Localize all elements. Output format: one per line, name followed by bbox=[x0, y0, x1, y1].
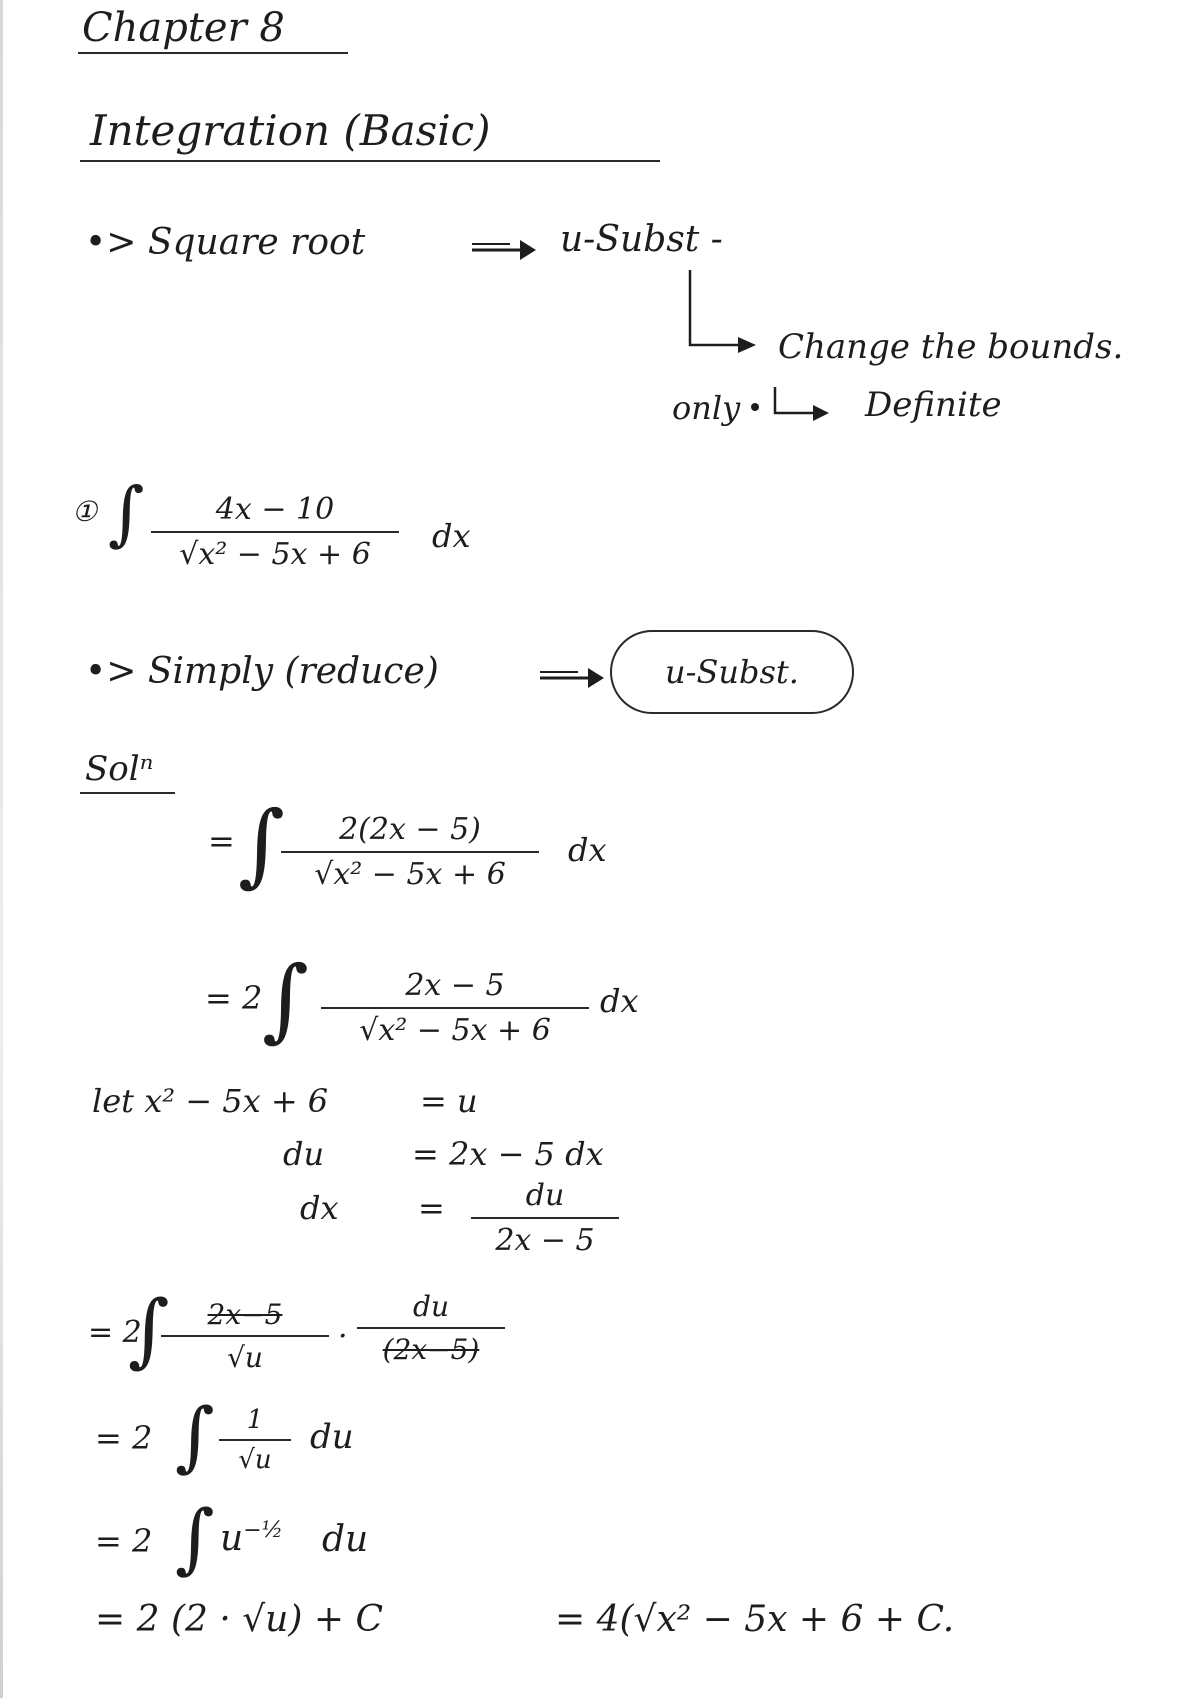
step1-integral-sign: ∫ bbox=[238, 792, 285, 897]
step1-denominator: √x² − 5x + 6 bbox=[281, 851, 539, 892]
note-definite: Definite bbox=[865, 385, 1002, 425]
step4-du: du bbox=[310, 1417, 354, 1457]
problem-numerator: 4x − 10 bbox=[215, 492, 335, 527]
step4-fraction bbox=[220, 1405, 290, 1475]
let-line3-numerator: du bbox=[525, 1178, 565, 1213]
let-line2-right: = 2x − 5 dx bbox=[412, 1135, 604, 1173]
step6-left: = 2 (2 · √u) + C bbox=[95, 1599, 383, 1640]
step3-denominator-2: (2x−5) bbox=[357, 1327, 505, 1366]
step5-body bbox=[220, 1520, 283, 1557]
cloud-label: u-Subst. bbox=[665, 653, 799, 691]
problem-fraction bbox=[150, 492, 400, 572]
step1-dx: dx bbox=[568, 831, 607, 869]
note-change-bounds: Change the bounds. bbox=[778, 327, 1124, 367]
step1-equals: = bbox=[208, 822, 235, 860]
step3-prefix: = 2 bbox=[88, 1315, 142, 1350]
note-square-root: •> Square root bbox=[85, 222, 366, 263]
let-line3-equals: = bbox=[418, 1189, 445, 1227]
step5-base: u bbox=[220, 1518, 244, 1559]
step4-denominator: √u bbox=[219, 1439, 291, 1475]
step5-prefix: = 2 bbox=[95, 1522, 153, 1560]
step5-exponent: −½ bbox=[243, 1518, 283, 1543]
step2-integral-sign: ∫ bbox=[262, 947, 309, 1052]
step5-integral-sign: ∫ bbox=[175, 1493, 215, 1582]
let-line1-right: = u bbox=[420, 1082, 478, 1120]
let-line3-left: dx bbox=[300, 1189, 339, 1227]
cloud-bubble bbox=[610, 630, 854, 714]
step3-fraction-2 bbox=[356, 1290, 506, 1366]
step1-fraction bbox=[280, 812, 540, 892]
page-edge-shadow bbox=[0, 0, 3, 1698]
cloud-arrow-icon bbox=[538, 666, 608, 690]
problem-dx: dx bbox=[432, 517, 471, 555]
let-line2-left: du bbox=[283, 1135, 325, 1173]
problem-denominator: √x² − 5x + 6 bbox=[151, 531, 399, 572]
note-u-subst: u-Subst - bbox=[560, 219, 723, 260]
problem-number: ① bbox=[72, 495, 98, 528]
step3-numerator-2: du bbox=[413, 1290, 449, 1323]
let-line1-left: let x² − 5x + 6 bbox=[92, 1082, 329, 1120]
solution-underline bbox=[80, 792, 175, 794]
section-title: Integration (Basic) bbox=[90, 106, 491, 155]
step4-integral-sign: ∫ bbox=[175, 1391, 215, 1480]
chapter-underline bbox=[78, 52, 348, 54]
let-line3-fraction bbox=[470, 1178, 620, 1258]
let-line3-denominator: 2x − 5 bbox=[471, 1217, 619, 1258]
solution-label: Solⁿ bbox=[85, 749, 154, 789]
step3-dot: · bbox=[338, 1319, 348, 1354]
step3-numerator-1: 2x−5 bbox=[207, 1298, 283, 1331]
step2-dx: dx bbox=[600, 982, 639, 1020]
chapter-heading: Chapter 8 bbox=[82, 5, 285, 51]
step3-denominator-1: √u bbox=[161, 1335, 329, 1374]
step3-fraction-1 bbox=[160, 1298, 330, 1374]
step6-right: = 4(√x² − 5x + 6 + C. bbox=[555, 1599, 955, 1640]
right-arrow-icon bbox=[470, 238, 540, 262]
step2-denominator: √x² − 5x + 6 bbox=[321, 1007, 589, 1048]
step2-fraction bbox=[320, 968, 590, 1048]
step5-du: du bbox=[322, 1519, 369, 1560]
integral-sign: ∫ bbox=[108, 472, 145, 554]
step4-numerator: 1 bbox=[246, 1405, 264, 1435]
step1-numerator: 2(2x − 5) bbox=[339, 812, 481, 847]
definite-arrow-icon bbox=[745, 385, 865, 425]
step2-prefix: = 2 bbox=[205, 979, 263, 1017]
step2-numerator: 2x − 5 bbox=[405, 968, 505, 1003]
hint-simply: •> Simply (reduce) bbox=[85, 651, 439, 692]
step3-integral-sign: ∫ bbox=[128, 1283, 170, 1376]
title-underline bbox=[80, 160, 660, 162]
note-only: only bbox=[672, 389, 741, 427]
step4-prefix: = 2 bbox=[95, 1419, 153, 1457]
